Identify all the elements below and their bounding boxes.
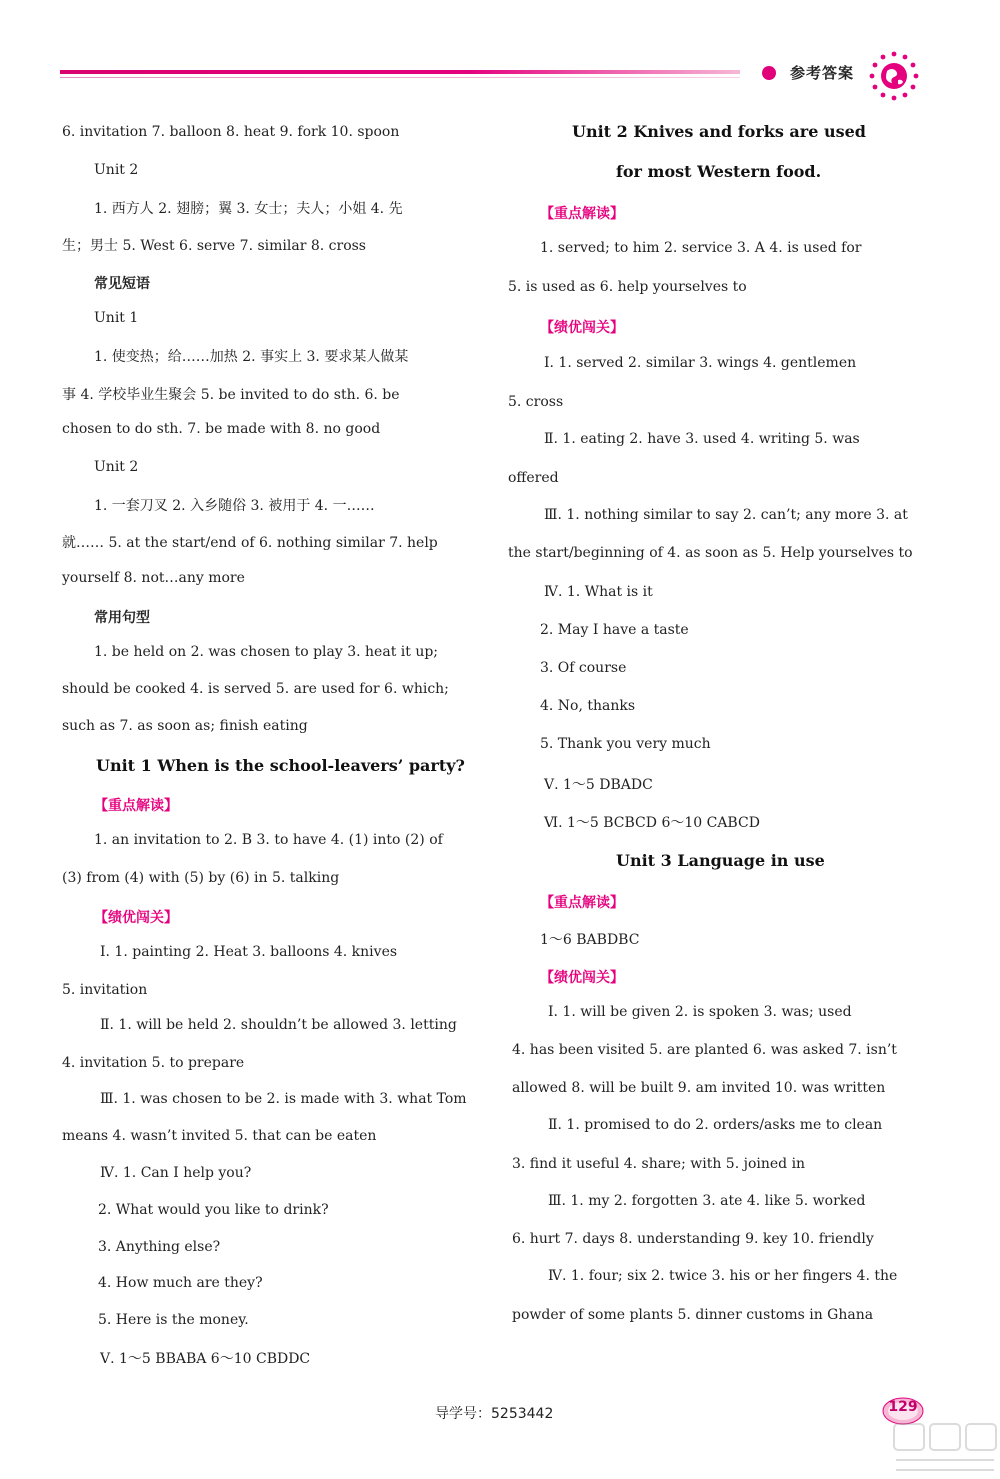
unit-label: Unit 1 (94, 310, 139, 326)
answer-line: 1. 一套刀叉 2. 入乡随俗 3. 被用于 4. 一…… (94, 498, 375, 514)
section-tag: 【绩优闯关】 (94, 910, 178, 926)
answer-line: powder of some plants 5. dinner customs in Ghana (512, 1307, 874, 1323)
answer-line: Ⅱ. 1. eating 2. have 3. used 4. writing 5. was (544, 431, 860, 447)
section-tag: 【绩优闯关】 (540, 970, 624, 986)
unit-heading: Unit 2 Knives and forks are used (572, 122, 866, 141)
answer-line: Ⅲ. 1. was chosen to be 2. is made with 3. what Tom (100, 1091, 467, 1107)
answer-line: Ⅰ. 1. painting 2. Heat 3. balloons 4. knives (100, 944, 398, 960)
answer-line: Ⅳ. 1. four; six 2. twice 3. his or her fingers 4. the (548, 1268, 898, 1284)
unit-heading: Unit 3 Language in use (616, 851, 825, 870)
answer-line: 4. How much are they? (98, 1275, 263, 1291)
unit-heading-cont: for most Western food. (616, 162, 822, 181)
answer-line: Ⅵ. 1～5 BCBCD 6～10 CABCD (544, 815, 760, 831)
answer-line: 5. cross (508, 394, 564, 410)
page-number: 129 (888, 1399, 918, 1415)
unit-label: Unit 2 (94, 459, 139, 475)
answer-line: 1. served; to him 2. service 3. A 4. is used for (540, 240, 862, 256)
section-heading: 常用句型 (94, 610, 150, 626)
answer-line: 4. invitation 5. to prepare (62, 1055, 245, 1071)
answer-line: Ⅰ. 1. served 2. similar 3. wings 4. gentlemen (544, 355, 857, 371)
answer-line: 3. Anything else? (98, 1239, 221, 1255)
answer-line: Ⅳ. 1. What is it (544, 584, 653, 600)
answer-line: means 4. wasn’t invited 5. that can be eaten (62, 1128, 377, 1144)
answer-line: Ⅳ. 1. Can I help you? (100, 1165, 252, 1181)
answer-line: Ⅰ. 1. will be given 2. is spoken 3. was; used (548, 1004, 852, 1020)
answer-line: (3) from (4) with (5) by (6) in 5. talking (62, 870, 340, 886)
answer-line: 1. 使变热；给……加热 2. 事实上 3. 要求某人做某 (94, 349, 409, 365)
answer-line: 就…… 5. at the start/end of 6. nothing similar 7. help (62, 535, 438, 551)
answer-line: 生；男士 5. West 6. serve 7. similar 8. cross (62, 238, 366, 254)
answer-line: 4. No, thanks (540, 698, 636, 714)
answer-line: 4. has been visited 5. are planted 6. was asked 7. isn’t (512, 1042, 897, 1058)
answer-line: should be cooked 4. is served 5. are used for 6. which; (62, 681, 449, 697)
watermark-stamp-icon (890, 1420, 1000, 1479)
answer-line: 5. Here is the money. (98, 1312, 249, 1328)
section-heading: 常见短语 (94, 276, 150, 292)
section-tag: 【重点解读】 (540, 206, 624, 222)
answer-line: 2. What would you like to drink? (98, 1202, 329, 1218)
section-tag: 【重点解读】 (94, 798, 178, 814)
answer-line: 1. 西方人 2. 翅膀；翼 3. 女士；夫人；小姐 4. 先 (94, 201, 403, 217)
answer-line: 1. be held on 2. was chosen to play 3. heat it up; (94, 644, 439, 660)
answer-line: Ⅲ. 1. nothing similar to say 2. can’t; any more 3. at (544, 507, 908, 523)
answer-line: Ⅱ. 1. will be held 2. shouldn’t be allowed 3. letting (100, 1017, 457, 1033)
answer-line: 6. invitation 7. balloon 8. heat 9. fork 10. spoon (62, 124, 400, 140)
globe-logo-icon (868, 50, 920, 102)
header-title: 参考答案 (790, 64, 855, 82)
answer-line: 5. invitation (62, 982, 148, 998)
unit-label: Unit 2 (94, 162, 139, 178)
answer-line: Ⅲ. 1. my 2. forgotten 3. ate 4. like 5. worked (548, 1193, 866, 1209)
section-tag: 【绩优闯关】 (540, 320, 624, 336)
answer-line: allowed 8. will be built 9. am invited 10. was written (512, 1080, 886, 1096)
answer-line: the start/beginning of 4. as soon as 5. Help yourselves to (508, 545, 913, 561)
answer-line: 1～6 BABDBC (540, 932, 640, 948)
answer-line: 3. find it useful 4. share; with 5. joined in (512, 1156, 806, 1172)
section-tag: 【重点解读】 (540, 895, 624, 911)
answer-line: 2. May I have a taste (540, 622, 689, 638)
guide-number: 导学号：5253442 (435, 1406, 554, 1422)
answer-line: such as 7. as soon as; finish eating (62, 718, 308, 734)
answer-line: Ⅱ. 1. promised to do 2. orders/asks me to clean (548, 1117, 883, 1133)
answer-line: offered (508, 470, 559, 486)
answer-line: 3. Of course (540, 660, 627, 676)
answer-line: 5. is used as 6. help yourselves to (508, 279, 747, 295)
answer-line: 5. Thank you very much (540, 736, 711, 752)
answer-line: Ⅴ. 1～5 BBABA 6～10 CBDDC (100, 1351, 311, 1367)
answer-line: chosen to do sth. 7. be made with 8. no good (62, 421, 381, 437)
bullet-dot-icon (762, 66, 776, 80)
unit-heading: Unit 1 When is the school-leavers’ party? (96, 756, 465, 775)
answer-line: 1. an invitation to 2. B 3. to have 4. (1) into (2) of (94, 832, 443, 848)
header-rule (60, 70, 740, 74)
answer-line: 事 4. 学校毕业生聚会 5. be invited to do sth. 6. be (62, 387, 400, 403)
answer-line: 6. hurt 7. days 8. understanding 9. key 10. friendly (512, 1231, 874, 1247)
answer-line: yourself 8. not…any more (62, 570, 245, 586)
header-rule-thin (60, 77, 740, 78)
answer-line: Ⅴ. 1～5 DBADC (544, 777, 653, 793)
